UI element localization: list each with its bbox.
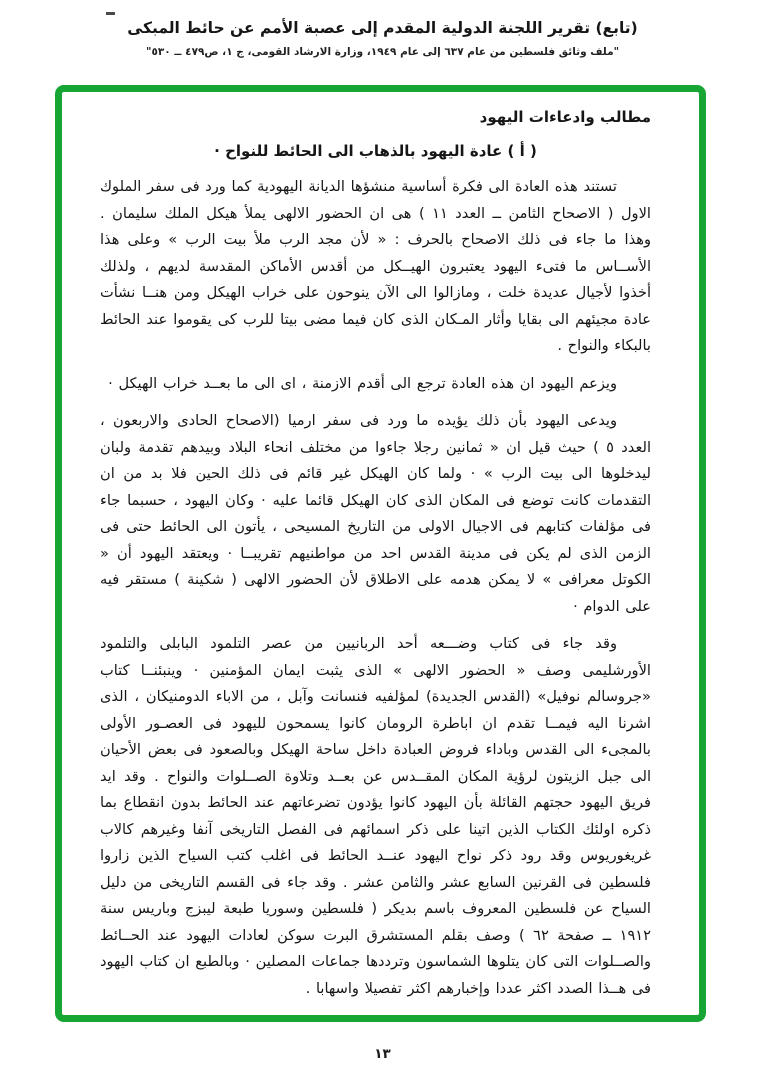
body-paragraph: وقد جاء فى كتاب وضـــعه أحد الربانيين من عصر التلمود البابلى والتلمود الأورشليمى وصف « الحضور الالهى » الذى يثبت ايمان المؤمنين · وينبئنــا كتاب «جروسالم نوفيل» (القدس الجديدة) لمؤلفيه فنسانت وآبل ، من الاباء الدومنيكان ، الذى اشرنا اليه فيمــا تقدم ان اباطرة الرومان كانوا يسمحون لليهود فى العصـور الأولى بالمجىء الى القدس وباداء فروض العبادة داخل ساحة الهيكل وبالصعود فى بعض الأحيان الى جبل الزيتون لرؤية المكان المقــدس عن بعــد وتلاوة الصــلوات والنواح . وقد ايد فريق اليهود حجتهم القائلة بأن اليهود كانوا يؤدون تضرعاتهم عند الحائط بدون انقطاع بما ذكره اولئك الكتاب الذين اتينا على ذكر اسمائهم فى الفصل التاريخى آنفا وغيرهم كالاب غريغوريوس وقد رود ذكر نواح اليهود عنــد الحائط فى اغلب كتب السياح الذين زاروا فلسطين فى القرنين السابع عشر والثامن عشر . وقد جاء فى القسم التاريخى من دليل السياح عن فلسطين المعروف باسم بديكر ( فلسطين وسوريا طبعة ليبزج وباريس سنة ١٩١٢ ــ صفحة ٦٢ ) وصف بقلم المستشرق البرت سوكن لعادات اليهود عند الحــائط والصــلوات التى كان يتلوها الشماسون وترددها جماعات المصلين · وبالطبع ان كتاب اليهود فى هــذا الصدد اكثر عددا وإخبارهم اكثر تفصيلا واسهابا . — [100, 635, 651, 997]
body-text — [100, 174, 651, 1002]
section-heading: مطالب وادعاءات اليهود — [479, 108, 651, 126]
scan-artifact-mark — [106, 12, 115, 15]
subsection-heading: ( أ ) عادة اليهود بالذهاب الى الحائط للنواح · — [214, 142, 537, 160]
page-number: ١٣ — [374, 1046, 391, 1062]
report-title: (تابع) تقرير اللجنة الدولية المقدم إلى عصبة الأمم عن حائط المبكى — [127, 19, 638, 37]
body-paragraph: ويدعى اليهود بأن ذلك يؤيده ما ورد فى سفر ارميا (الاصحاح الحادى والاربعون ، العدد ٥ ) حيث قيل ان « ثمانين رجلا جاءوا من مختلف انحاء البلاد وبيدهم تقدمة ولبان ليدخلوها الى بيت الرب » · ولما كان الهيكل غير قائم فى ذلك الحين فلا بد من ان التقدمات كانت توضع فى المكان الذى كان الهيكل قائما عليه · وكان اليهود ، حسبما جاء فى مؤلفات كتابهم فى الاجيال الاولى من التاريخ المسيحى ، يأتون الى الحائط حتى فى الزمن الذى لم يكن فى مدينة القدس احد من مواطنيهم تقريبــا · ويعتقد اليهود أن « الكوتل معرافى » لا يمكن هدمه على الاطلاق لأن الحضور الالهى ( شكينة ) مستقر فيه على الدوام · — [100, 412, 651, 615]
highlight-border-box — [55, 85, 706, 1022]
page-header — [0, 18, 765, 58]
source-citation: "ملف وثائق فلسطين من عام ٦٣٧ إلى عام ١٩٤٩، وزارة الارشاد القومى، ج ١، ص٤٧٩ ــ ٥٣٠" — [145, 45, 620, 58]
body-paragraph: تستند هذه العادة الى فكرة أساسية منشؤها الديانة اليهودية كما ورد فى سفر الملوك الاول ( الاصحاح الثامن ــ العدد ١١ ) هى ان الحضور الالهى يملأ هيكل الملك سليمان . وهذا ما جاء فى ذلك الاصحاح بالحرف : « لأن مجد الرب ملأ بيت الرب » وعلى هذا الأســاس ما فتىء اليهود يعتبرون الهيــكل من أقدس الأماكن المقدسة لديهم ، ولذلك أخذوا لأجيال عديدة خلت ، ومازالوا الى الآن ينوحون على خراب الهيكل ومن هنــا نشأت عادة مجيئهم الى بقايا وأثار المـكان الذى كان فيما مضى بيتا للرب كى يقوموا عند الحائط بالبكاء والنواح . — [100, 178, 651, 354]
body-paragraph: ويزعم اليهود ان هذه العادة ترجع الى أقدم الازمنة ، اى الى ما بعــد خراب الهيكل · — [108, 374, 617, 392]
